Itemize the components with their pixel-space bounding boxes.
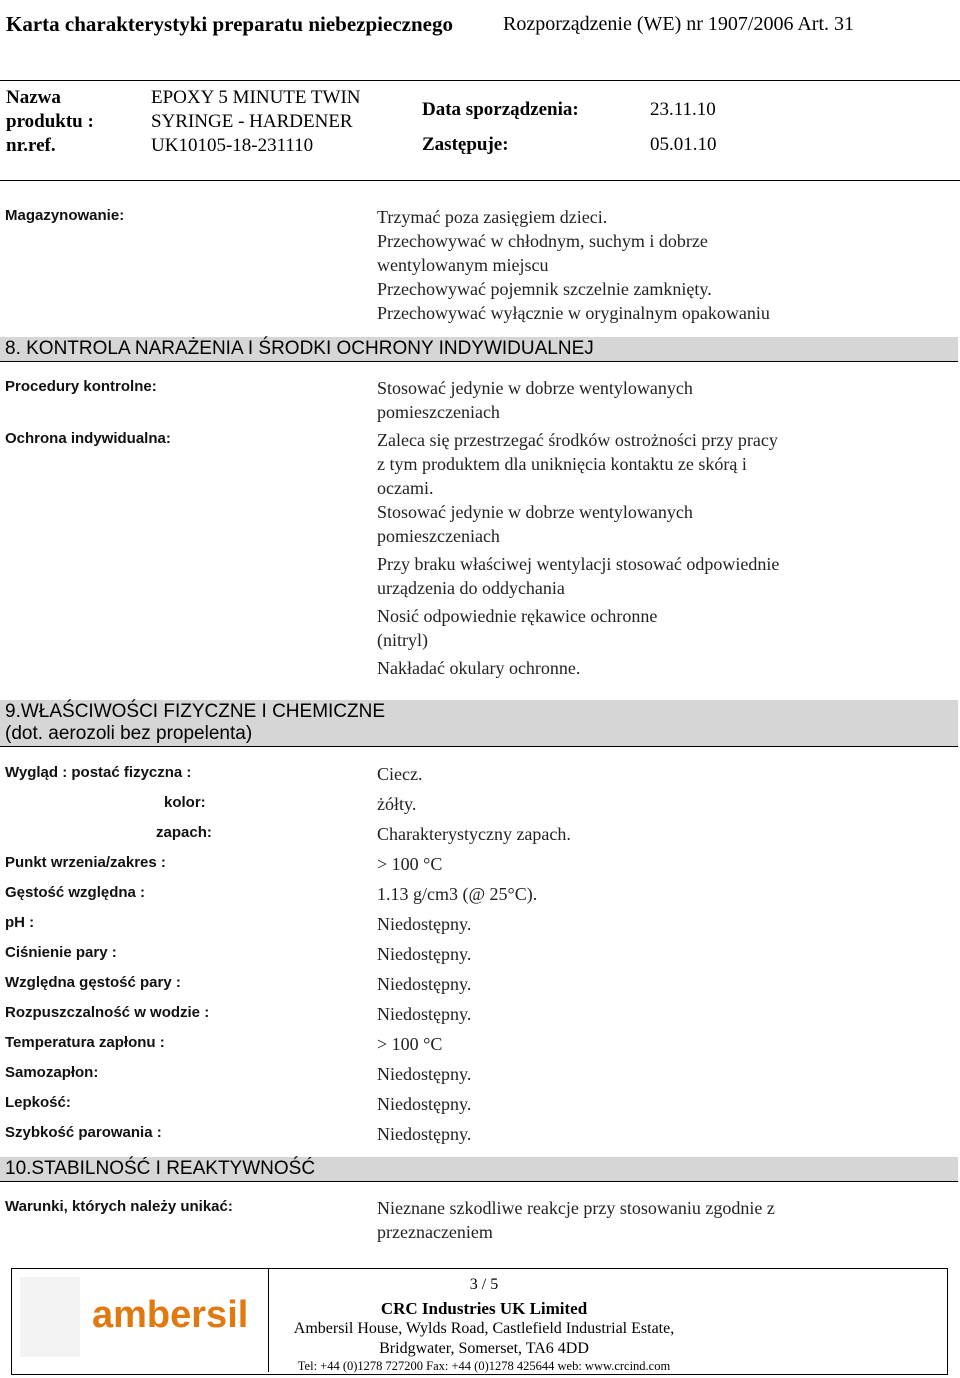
text-line: urządzenia do oddychania xyxy=(377,578,565,598)
storage-line: Przechowywać wyłącznie w oryginalnym opakowaniu xyxy=(377,303,770,323)
text-line: Nieznane szkodliwe reakcje przy stosowaniu zgodnie z xyxy=(377,1198,775,1218)
regulation-reference: Rozporządzenie (WE) nr 1907/2006 Art. 31 xyxy=(503,13,855,35)
control-procedures-label: Procedury kontrolne: xyxy=(5,378,157,395)
text-line: pomieszczeniach xyxy=(377,526,500,546)
text-line: z tym produktem dla uniknięcia kontaktu ze skórą i xyxy=(377,454,747,474)
section-9-subtitle: (dot. aerozoli bez propelenta) xyxy=(5,723,253,744)
text-line: oczami. xyxy=(377,478,434,498)
date-prepared-value: 23.11.10 xyxy=(650,99,716,120)
page-number: 3 / 5 xyxy=(469,1276,499,1293)
property-value: > 100 °C xyxy=(377,1034,443,1054)
section-9-title: 9.WŁAŚCIWOŚCI FIZYCZNE I CHEMICZNE xyxy=(5,701,386,722)
header-divider-bottom xyxy=(0,180,960,181)
product-name-label-1: Nazwa xyxy=(6,87,61,108)
section-9-header xyxy=(0,700,958,747)
property-value: Niedostępny. xyxy=(377,1004,472,1024)
property-value: > 100 °C xyxy=(377,854,443,874)
storage-line: Przechowywać pojemnik szczelnie zamknięty. xyxy=(377,279,712,299)
property-label: Względna gęstość pary : xyxy=(5,974,181,991)
property-value: Niedostępny. xyxy=(377,1124,472,1144)
section-10-title: 10.STABILNOŚĆ I REAKTYWNOŚĆ xyxy=(5,1158,316,1179)
property-value: 1.13 g/cm3 (@ 25°C). xyxy=(377,884,538,904)
ambersil-logo xyxy=(12,1269,268,1372)
text-line: Zaleca się przestrzegać środków ostrożności przy pracy xyxy=(377,430,778,450)
text-line: Stosować jedynie w dobrze wentylowanych xyxy=(377,502,693,522)
property-label: kolor: xyxy=(164,794,206,811)
text-line: przeznaczeniem xyxy=(377,1222,493,1242)
property-value: Ciecz. xyxy=(377,764,423,784)
replaces-label: Zastępuje: xyxy=(422,134,509,155)
company-address-2: Bridgwater, Somerset, TA6 4DD xyxy=(379,1340,589,1357)
property-value: Niedostępny. xyxy=(377,974,472,994)
document-title: Karta charakterystyki preparatu niebezpiecznego xyxy=(6,12,453,36)
storage-line: wentylowanym miejscu xyxy=(377,255,549,275)
property-label: Lepkość: xyxy=(5,1094,71,1111)
product-name-label-2: produktu : xyxy=(6,111,94,132)
text-line: Przy braku właściwej wentylacji stosować odpowiednie xyxy=(377,554,780,574)
storage-line: Trzymać poza zasięgiem dzieci. xyxy=(377,207,608,227)
property-label: Samozapłon: xyxy=(5,1064,99,1081)
property-value: żółty. xyxy=(377,794,417,814)
storage-text xyxy=(377,205,847,325)
property-label: zapach: xyxy=(156,824,212,841)
company-address-1: Ambersil House, Wylds Road, Castlefield Industrial Estate, xyxy=(293,1320,675,1337)
property-label: Temperatura zapłonu : xyxy=(5,1034,165,1051)
control-procedures-text xyxy=(377,376,847,424)
text-line: Nakładać okulary ochronne. xyxy=(377,658,581,678)
date-prepared-label: Data sporządzenia: xyxy=(422,99,579,120)
text-line: Stosować jedynie w dobrze wentylowanych xyxy=(377,378,693,398)
section-8-title: 8. KONTROLA NARAŻENIA I ŚRODKI OCHRONY INDYWIDUALNEJ xyxy=(5,338,594,359)
storage-label: Magazynowanie: xyxy=(5,207,125,224)
company-name: CRC Industries UK Limited xyxy=(380,1299,588,1318)
personal-protection-label: Ochrona indywidualna: xyxy=(5,430,171,447)
property-value: Charakterystyczny zapach. xyxy=(377,824,571,844)
property-label: Punkt wrzenia/zakres : xyxy=(5,854,166,871)
property-value: Niedostępny. xyxy=(377,1094,472,1114)
property-value: Niedostępny. xyxy=(377,944,472,964)
property-value: Niedostępny. xyxy=(377,914,472,934)
header-divider-top xyxy=(0,80,960,81)
property-label: Wygląd : postać fizyczna : xyxy=(5,764,192,781)
property-label: Rozpuszczalność w wodzie : xyxy=(5,1004,210,1021)
conditions-to-avoid-label: Warunki, których należy unikać: xyxy=(5,1198,233,1215)
storage-line: Przechowywać w chłodnym, suchym i dobrze xyxy=(377,231,708,251)
personal-protection-text xyxy=(377,428,847,680)
property-label: Ciśnienie pary : xyxy=(5,944,117,961)
section-8-header xyxy=(0,337,958,362)
text-line: (nitryl) xyxy=(377,630,428,650)
ref-value: UK10105-18-231110 xyxy=(151,135,314,156)
property-label: Szybkość parowania : xyxy=(5,1124,162,1141)
section-10-header xyxy=(0,1157,958,1182)
property-value: Niedostępny. xyxy=(377,1064,472,1084)
replaces-value: 05.01.10 xyxy=(650,134,717,155)
property-label: pH : xyxy=(5,914,35,931)
company-contact: Tel: +44 (0)1278 727200 Fax: +44 (0)1278 425644 web: www.crcind.com xyxy=(297,1359,671,1373)
product-name-line-1: EPOXY 5 MINUTE TWIN xyxy=(151,87,361,108)
product-name-line-2: SYRINGE - HARDENER xyxy=(151,111,353,132)
text-line: pomieszczeniach xyxy=(377,402,500,422)
ref-label: nr.ref. xyxy=(6,135,56,156)
logo-wordmark: ambersil xyxy=(92,1294,249,1336)
conditions-to-avoid-text xyxy=(377,1196,847,1244)
footer-logo-area xyxy=(12,1269,269,1372)
property-label: Gęstość względna : xyxy=(5,884,146,901)
text-line: Nosić odpowiednie rękawice ochronne xyxy=(377,606,658,626)
